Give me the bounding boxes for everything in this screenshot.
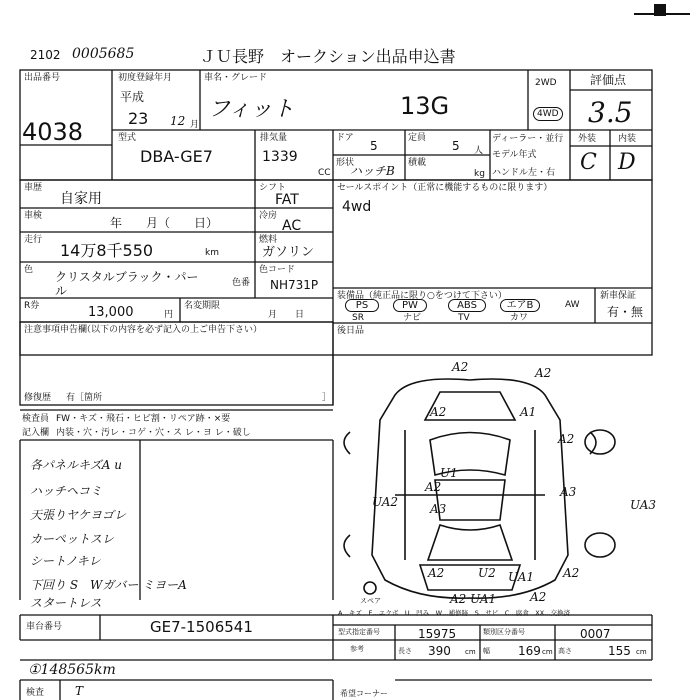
doors-label: ドア [336, 133, 354, 143]
equip-navi: ナビ [403, 313, 422, 323]
new-reg-label: 新車保証 [600, 291, 637, 301]
equip-abs: ABS [448, 299, 486, 312]
history: 自家用 [60, 191, 102, 207]
damage-mark: UA1 [508, 570, 535, 584]
repair-label: 修復歴 [24, 393, 52, 403]
equip-sr: SR [352, 313, 364, 323]
type-label: 型式指定番号 [338, 628, 380, 636]
width-unit: cm [542, 648, 553, 656]
damage-mark: A2 [425, 480, 442, 494]
caution-label: 注意事項申告欄 [24, 325, 88, 335]
damage-mark: A2 [452, 360, 469, 374]
damage-mark: A2 [563, 566, 580, 580]
doors: 5 [370, 139, 378, 153]
inspection-value: 年 月（ 日） [110, 216, 219, 230]
handle-label: ハンドル [492, 168, 529, 178]
month-suffix: 月 [190, 120, 200, 130]
yen-unit: 円 [164, 310, 174, 320]
damage-mark: U1 [440, 466, 458, 480]
note-line: シートノキレ [30, 554, 101, 568]
grade: 13G [400, 92, 450, 120]
cc-unit: CC [318, 168, 331, 178]
equip-aw: AW [565, 300, 580, 310]
note-line: 各パネルキズA u [30, 458, 122, 472]
drive-2wd: 2WD [535, 78, 557, 88]
ac: AC [282, 218, 302, 234]
note-line: カーペットスレ [30, 532, 114, 546]
inspector-ext-items: FW・キズ・飛石・ヒビ割・リペア跡・×要 [56, 414, 231, 424]
shape-label: 形状 [336, 158, 355, 168]
stamp-number: 0005685 [72, 46, 135, 62]
note-line: 下回り S Wガバー ミヨーA [30, 578, 187, 592]
damage-mark: U2 [478, 566, 496, 580]
reserve: 13,000 [88, 305, 134, 320]
model-year-label: モデル年式 [492, 150, 537, 160]
height-unit: cm [636, 648, 647, 656]
inspect-value: T [75, 684, 84, 698]
damage-mark: A2 [428, 566, 445, 580]
inspect-label: 検査 [26, 688, 45, 698]
ext-label: 外装 [578, 134, 597, 144]
km-unit: km [205, 248, 219, 258]
stamp-left: 2102 [30, 48, 61, 62]
repair-value: 有［箇所 [66, 393, 103, 403]
equip-tv: TV [458, 313, 470, 323]
equip-pw: PW [393, 299, 427, 312]
equipment-label: 装備品（純正品に限り○をつけて下さい） [337, 291, 507, 301]
mileage: 14万8千550 [60, 241, 154, 260]
new-reg-value: 有・無 [607, 305, 644, 319]
reserve-label: R券 [24, 301, 40, 311]
height: 155 [608, 644, 631, 658]
rear-label: 後日品 [337, 326, 365, 336]
type-number: 15975 [418, 627, 457, 641]
note-line: ハッチヘコミ [30, 484, 103, 498]
form-title: ＪＵ長野 オークション出品申込書 [200, 47, 456, 66]
note-line: 天張りヤケヨゴレ [30, 508, 127, 522]
reg-month: 12 [170, 114, 186, 128]
name-label: 車名・グレード [204, 73, 268, 83]
length-unit: cm [465, 648, 476, 656]
int-label: 内装 [618, 134, 637, 144]
color-line2: ル [55, 284, 68, 298]
damage-mark: UA2 [372, 495, 399, 509]
ac-label: 冷房 [259, 211, 278, 221]
sales-label: セールスポイント（正常に機能するものに限ります） [337, 183, 553, 193]
damage-mark: A1 [520, 405, 537, 419]
load-label: 積載 [408, 158, 427, 168]
damage-mark: A3 [560, 485, 577, 499]
transfer-label: 名変期限 [184, 301, 221, 311]
equip-leather: カワ [510, 313, 529, 323]
fuel: ガソリン [262, 245, 315, 260]
height-label: 高さ [558, 647, 572, 655]
reg-year: 23 [128, 109, 149, 128]
damage-mark: A2 [535, 366, 552, 380]
equip-ps: PS [345, 299, 379, 312]
equip-airbag: エアB [500, 299, 540, 312]
handle-value: 左・右 [528, 168, 556, 178]
inspector-int-items: 内装・穴・汚レ・コゲ・穴・ス レ・ヨ レ・破し [56, 428, 251, 438]
history-label: 車歴 [24, 183, 43, 193]
lot-number: 4038 [22, 118, 84, 146]
class-label: 類別区分番号 [483, 628, 525, 636]
drive-4wd-circled: 4WD [533, 107, 563, 121]
shift: FAT [275, 192, 299, 208]
eval-value: 3.5 [588, 96, 633, 129]
shape: ハッチB [350, 164, 395, 178]
width-label: 幅 [483, 647, 490, 655]
inspector-int-label: 記入欄 [22, 428, 50, 438]
era: 平成 [120, 90, 145, 104]
color-code-label: 色コード [259, 265, 296, 275]
note-line: スタートレス [30, 596, 102, 610]
mileage-label: 走行 [24, 235, 43, 245]
request-label: 希望コーナー [340, 689, 388, 698]
damage-mark: A3 [430, 502, 447, 516]
damage-mark: A2 UA1 [450, 592, 497, 606]
caution-sub: （以下の内容を必ず記入の上ご申告下さい） [82, 325, 263, 335]
model-label: 型式 [118, 133, 137, 143]
width: 169 [518, 644, 541, 658]
diagram-legend: A…キズ E…エクボ U…凹み W…補修跡 S…サビ C…腐食 XX…交換済 [338, 609, 571, 617]
type-sub: 参考 [350, 645, 364, 653]
capacity-label: 定員 [408, 133, 427, 143]
first-reg-label: 初度登録年月 [118, 73, 173, 83]
odometer-note: ①148565km [28, 662, 116, 678]
capacity: 5 [452, 139, 460, 153]
spare-label: スペア [360, 597, 381, 605]
lot-label: 出品番号 [24, 73, 61, 83]
fuel-label: 燃料 [259, 235, 278, 245]
damage-mark: A2 [530, 590, 547, 604]
color-no-label: 色番 [232, 278, 251, 288]
chassis-label: 車台番号 [26, 622, 63, 632]
capacity-unit: 人 [474, 146, 484, 156]
sales-point: 4wd [342, 199, 372, 215]
chassis-number: GE7-1506541 [150, 618, 253, 636]
color-code: NH731P [270, 278, 319, 292]
damage-mark: A2 [430, 405, 447, 419]
displacement: 1339 [262, 149, 298, 165]
shift-label: シフト [259, 183, 287, 193]
inspector-ext-label: 検査員 [22, 414, 50, 424]
dealer-label: ディーラー・並行 [492, 134, 564, 144]
color-line1: クリスタルブラック・パー [55, 270, 199, 284]
damage-mark: A2 [558, 432, 575, 446]
model-code: DBA-GE7 [140, 147, 213, 166]
class-number: 0007 [580, 627, 611, 641]
ext-value: C [580, 150, 597, 175]
int-value: D [618, 150, 636, 175]
transfer-value: 月 日 [268, 310, 305, 320]
repair-close: ］ [322, 393, 332, 403]
length: 390 [428, 644, 451, 658]
inspection-label: 車検 [24, 211, 43, 221]
length-label: 長さ [398, 647, 412, 655]
color-label: 色 [24, 265, 34, 275]
car-name: フィット [208, 97, 295, 122]
displacement-label: 排気量 [260, 133, 288, 143]
damage-mark: UA3 [630, 498, 657, 512]
eval-label: 評価点 [590, 73, 627, 87]
load-unit: kg [474, 169, 485, 179]
